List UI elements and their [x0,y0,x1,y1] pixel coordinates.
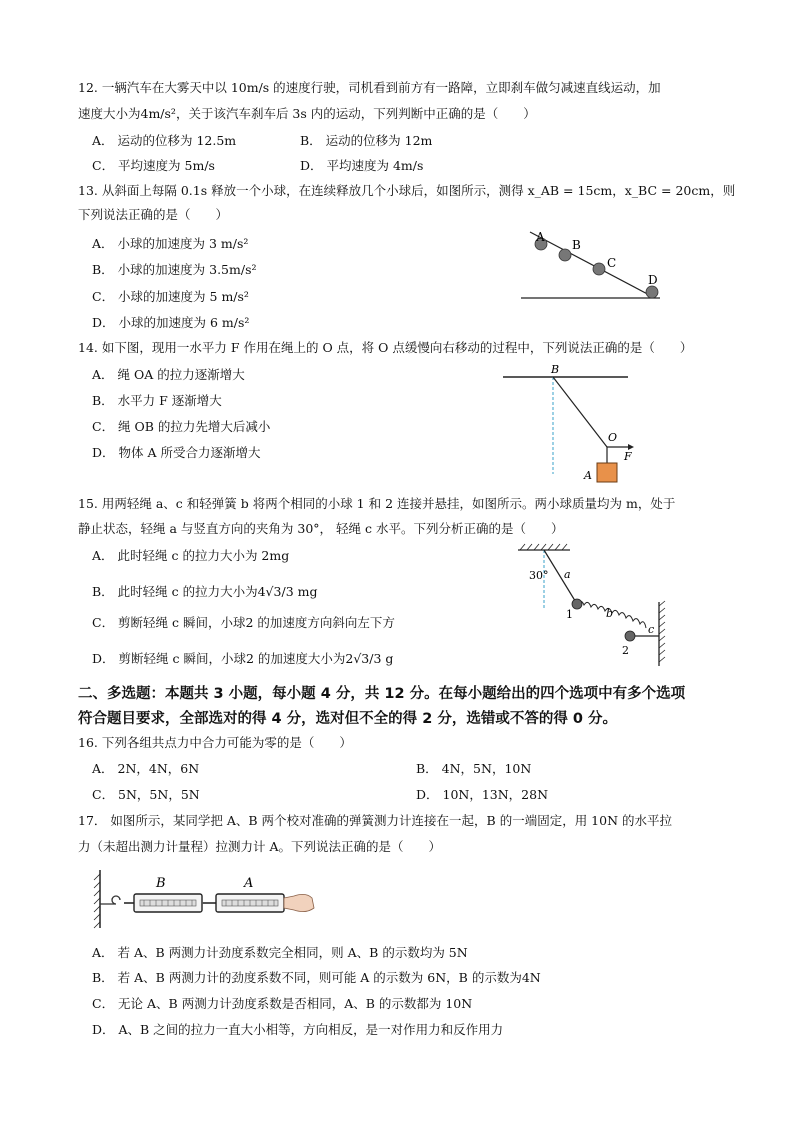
q14-stem-line1: 14. 如下图，现用一水平力 F 作用在绳上的 O 点，将 O 点缓慢向右移动的过程中，下列说法正确的是（ ） [78,340,693,355]
ball-b [559,249,571,261]
label-angle: 30° [529,569,549,582]
label-o: O [608,431,618,444]
q17-stem-line1: 17． 如图所示，某同学把 A、B 两个校对准确的弹簧测力计连接在一起，B 的一端固定，用 10N 的水平拉 [78,813,672,828]
q12-option-a: A． 运动的位移为 12.5m [92,133,237,148]
q17-option-d: D． A、B 之间的拉力一直大小相等，方向相反，是一对作用力和反作用力 [92,1022,504,1037]
q15-option-d: D． 剪断轻绳 c 瞬间，小球2 的加速度大小为2√3/3 g [92,651,394,666]
q13-stem-line2: 下列说法正确的是（ ） [78,207,229,222]
block-a [597,463,617,482]
q12-option-b: B． 运动的位移为 12m [300,133,433,148]
label-a: A [536,230,545,244]
label-d: D [648,273,658,287]
q13-option-c: C． 小球的加速度为 5 m/s² [92,289,249,304]
q14-option-a: A． 绳 OA 的拉力逐渐增大 [92,367,245,382]
q13-option-a: A． 小球的加速度为 3 m/s² [92,236,249,251]
label-meter-a: A [244,876,254,891]
q16-stem-line1: 16. 下列各组共点力中合力可能为零的是（ ） [78,735,352,750]
q14-option-c: C． 绳 OB 的拉力先增大后减小 [92,419,271,434]
q16-option-a: A． 2N，4N，6N [92,761,200,776]
q13-stem-line1: 13. 从斜面上每隔 0.1s 释放一个小球，在连续释放几个小球后，如图所示，测得 x_AB = 15cm，x_BC = 20cm，则 [78,183,736,198]
q14-option-b: B． 水平力 F 逐渐增大 [92,393,222,408]
hand-icon [284,894,314,911]
label-a: A [584,469,592,482]
q14-option-d: D． 物体 A 所受合力逐渐增大 [92,445,261,460]
label-ball-1: 1 [566,608,573,621]
label-rope-c: c [648,623,655,636]
ball-d [646,286,658,298]
ball-1 [572,599,582,609]
q17-option-a: A． 若 A、B 两测力计劲度系数完全相同，则 A、B 的示数均为 5N [92,945,468,960]
q13-option-b: B． 小球的加速度为 3.5m/s² [92,262,257,277]
label-b: B [572,238,581,252]
q16-option-c: C． 5N，5N，5N [92,787,200,802]
q12-stem-line2: 速度大小为4m/s²，关于该汽车刹车后 3s 内的运动，下列判断中正确的是（ ） [78,106,536,121]
section-2-title-line1: 二、多选题：本题共 3 小题，每小题 4 分，共 12 分。在每小题给出的四个选项中有多个选项 [78,686,686,702]
q13-option-d: D． 小球的加速度为 6 m/s² [92,315,250,330]
q17-option-c: C． 无论 A、B 两测力计劲度系数是否相同，A、B 的示数都为 10N [92,996,473,1011]
q15-stem-line1: 15. 用两轻绳 a、c 和轻弹簧 b 将两个相同的小球 1 和 2 连接并悬挂，如图所示。两小球质量均为 m，处于 [78,496,676,511]
incline-figure [515,222,665,304]
q15-option-c: C． 剪断轻绳 c 瞬间，小球2 的加速度方向斜向左下方 [92,615,395,630]
force-meter-figure [92,866,317,932]
label-meter-b: B [156,876,166,891]
q15-option-b: B． 此时轻绳 c 的拉力大小为4√3/3 mg [92,584,318,599]
q16-option-b: B． 4N，5N，10N [416,761,532,776]
ball-c [593,263,605,275]
q12-option-c: C． 平均速度为 5m/s [92,158,215,173]
label-ball-2: 2 [622,644,629,657]
label-spring-b: b [606,607,614,620]
label-f: F [624,450,632,463]
q17-stem-line2: 力（未超出测力计量程）拉测力计 A。下列说法正确的是（ ） [78,839,442,854]
spring-figure [512,542,672,670]
q12-option-d: D． 平均速度为 4m/s [300,158,424,173]
q12-stem-line1: 12. 一辆汽车在大雾天中以 10m/s 的速度行驶，司机看到前方有一路障，立即刹车做匀减速直线运动，加 [78,80,661,95]
label-b: B [551,363,560,376]
q15-option-a: A． 此时轻绳 c 的拉力大小为 2mg [92,548,290,563]
q17-option-b: B． 若 A、B 两测力计的劲度系数不同，则可能 A 的示数为 6N，B 的示数为4N [92,970,541,985]
label-c: C [607,256,617,270]
rope-figure [500,362,635,484]
q16-option-d: D． 10N，13N，28N [416,787,549,802]
q15-stem-line2: 静止状态，轻绳 a 与竖直方向的夹角为 30°， 轻绳 c 水平。下列分析正确的是（ ） [78,521,564,536]
section-2-title-line2: 符合题目要求，全部选对的得 4 分，选对但不全的得 2 分，选错或不答的得 0 分。 [78,711,618,727]
label-rope-a: a [564,568,571,581]
ball-2 [625,631,635,641]
